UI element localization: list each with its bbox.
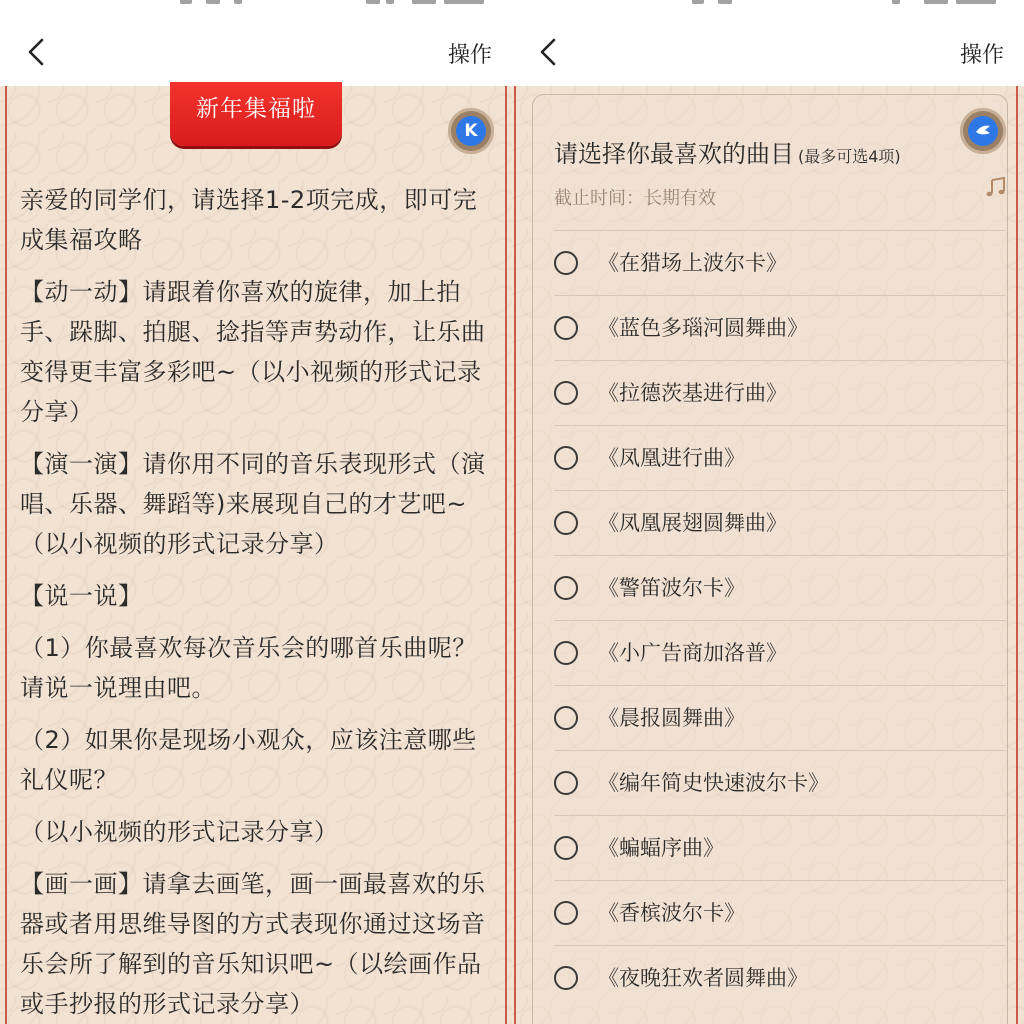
question-title-text: 请选择你最喜欢的曲目 xyxy=(554,140,794,168)
option-list xyxy=(554,230,1006,1010)
option-label: 《拉德茨基进行曲》 xyxy=(598,381,787,405)
radio-button[interactable] xyxy=(554,836,578,860)
paragraph-intro: 亲爱的同学们，请选择1-2项完成，即可完成集福攻略 xyxy=(20,186,478,254)
radio-button[interactable] xyxy=(554,576,578,600)
banner-title: 新年集福啦 xyxy=(170,82,342,146)
paragraph-draw: 【画一画】请拿去画笔，画一画最喜欢的乐器或者用思维导图的方式表现你通过这场音乐会所了解到的音乐知识吧~（以绘画作品或手抄报的形式记录分享） xyxy=(20,870,486,1018)
top-nav-bar xyxy=(0,20,512,86)
option-label: 《小广告商加洛普》 xyxy=(598,641,787,665)
option-item[interactable] xyxy=(554,425,1006,490)
option-label: 《在猎场上波尔卡》 xyxy=(598,251,787,275)
option-label: 《夜晚狂欢者圆舞曲》 xyxy=(598,966,808,990)
option-item[interactable] xyxy=(554,555,1006,620)
status-bar xyxy=(512,0,1024,10)
action-button[interactable]: 操作 xyxy=(447,43,492,68)
option-label: 《香槟波尔卡》 xyxy=(598,901,745,925)
option-label: 《蝙蝠序曲》 xyxy=(598,836,724,860)
option-item[interactable] xyxy=(554,750,1006,815)
option-item[interactable] xyxy=(554,620,1006,685)
option-item[interactable] xyxy=(554,880,1006,945)
chevron-left-icon[interactable] xyxy=(20,34,56,70)
radio-button[interactable] xyxy=(554,771,578,795)
radio-button[interactable] xyxy=(554,641,578,665)
question-title xyxy=(554,134,901,169)
chevron-left-icon[interactable] xyxy=(532,34,568,70)
radio-button[interactable] xyxy=(554,446,578,470)
status-bar xyxy=(0,0,512,10)
question-hint: (最多可选4项) xyxy=(798,147,901,166)
paragraph-move: 【动一动】请跟着你喜欢的旋律，加上拍手、跺脚、拍腿、捻指等声势动作，让乐曲变得更丰富多彩吧~（以小视频的形式记录分享） xyxy=(20,278,486,426)
decorative-border-left xyxy=(514,86,516,1024)
option-label: 《凤凰展翅圆舞曲》 xyxy=(598,511,787,535)
action-button[interactable]: 操作 xyxy=(959,43,1004,68)
deadline-text: 截止时间：长期有效 xyxy=(554,188,716,209)
paragraph-perform: 【演一演】请你用不同的音乐表现形式（演唱、乐器、舞蹈等)来展现自己的才艺吧~（以小视频的形式记录分享） xyxy=(20,450,486,558)
article-body xyxy=(20,180,496,1024)
paragraph-speak-q1: （1）你最喜欢每次音乐会的哪首乐曲呢？请说一说理由吧。 xyxy=(20,634,477,702)
radio-button[interactable] xyxy=(554,251,578,275)
radio-button[interactable] xyxy=(554,966,578,990)
bird-app-icon[interactable] xyxy=(960,108,1006,154)
paragraph-speak-q2: （2）如果你是现场小观众，应该注意哪些礼仪呢？ xyxy=(20,726,477,794)
paragraph-speak-heading: 【说一说】 xyxy=(20,582,143,610)
radio-button[interactable] xyxy=(554,706,578,730)
option-item[interactable] xyxy=(554,295,1006,360)
option-item[interactable] xyxy=(554,360,1006,425)
top-nav-bar xyxy=(512,20,1024,86)
option-item[interactable] xyxy=(554,685,1006,750)
option-label: 《凤凰进行曲》 xyxy=(598,446,745,470)
decorative-border-left xyxy=(5,86,7,1024)
bird-icon xyxy=(968,116,998,146)
option-label: 《编年简史快速波尔卡》 xyxy=(598,771,829,795)
k-app-icon-glyph: K xyxy=(456,116,486,146)
decorative-border-right xyxy=(505,86,507,1024)
paragraph-speak-note: （以小视频的形式记录分享） xyxy=(20,818,339,846)
radio-button[interactable] xyxy=(554,316,578,340)
right-screen xyxy=(512,0,1024,1024)
option-item[interactable] xyxy=(554,490,1006,555)
radio-button[interactable] xyxy=(554,511,578,535)
option-label: 《警笛波尔卡》 xyxy=(598,576,745,600)
music-note-icon xyxy=(984,176,1008,200)
option-item[interactable] xyxy=(554,945,1006,1010)
option-item[interactable] xyxy=(554,230,1006,295)
radio-button[interactable] xyxy=(554,901,578,925)
radio-button[interactable] xyxy=(554,381,578,405)
option-label: 《晨报圆舞曲》 xyxy=(598,706,745,730)
k-app-icon[interactable] xyxy=(448,108,494,154)
option-item[interactable] xyxy=(554,815,1006,880)
option-label: 《蓝色多瑙河圆舞曲》 xyxy=(598,316,808,340)
decorative-border-right xyxy=(1016,86,1018,1024)
